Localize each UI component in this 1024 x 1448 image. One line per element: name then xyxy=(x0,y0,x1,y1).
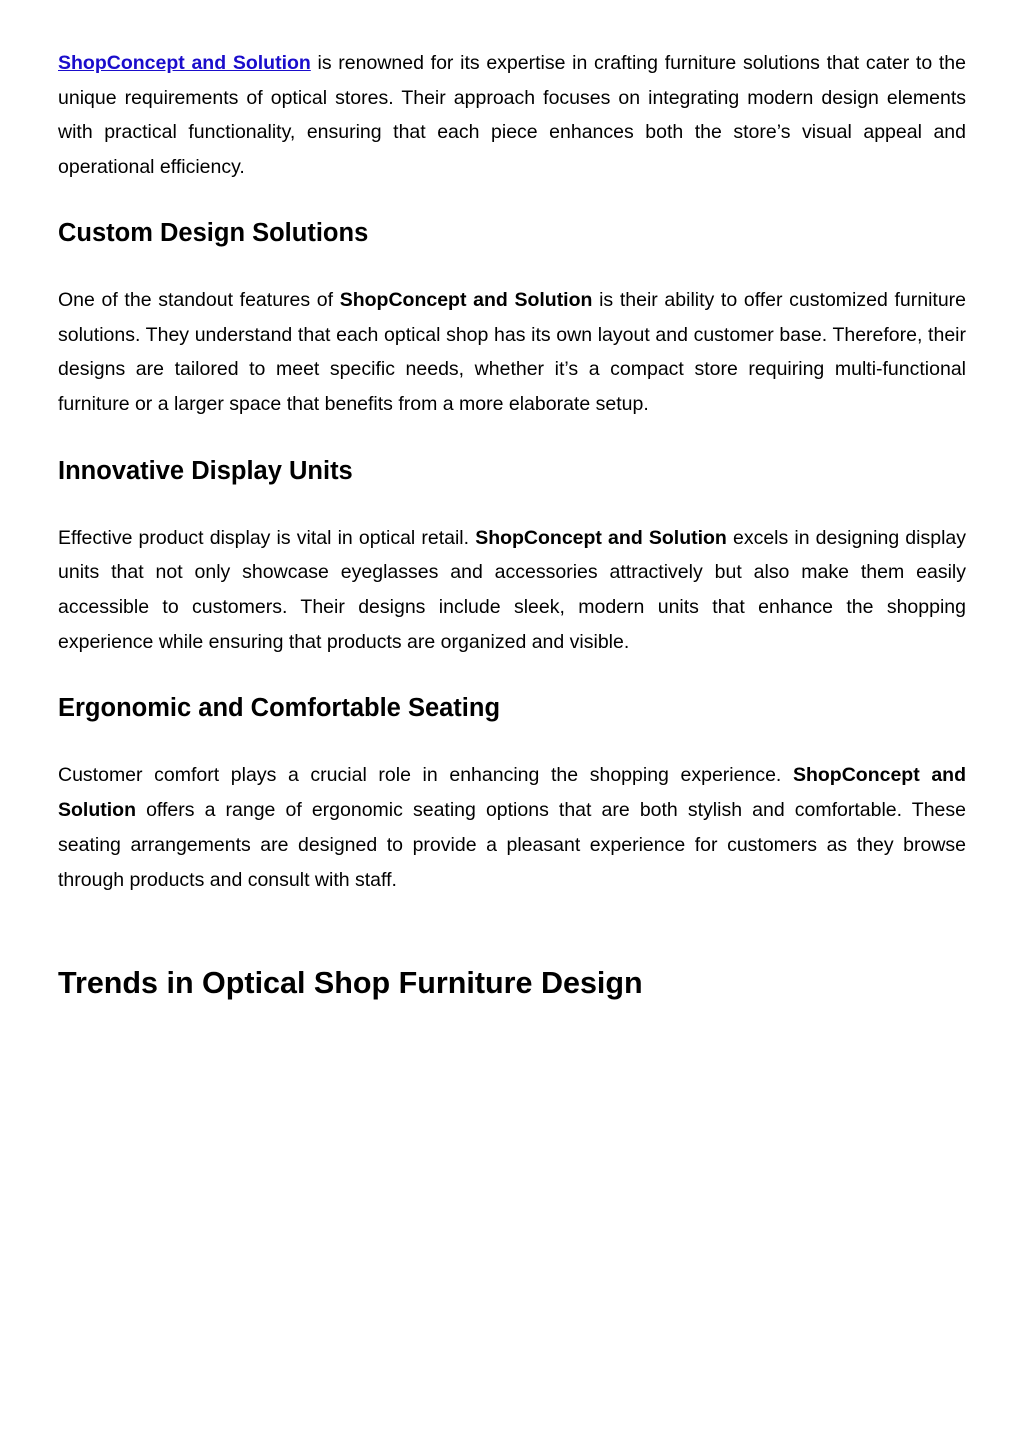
section-paragraph-custom-design xyxy=(58,283,966,422)
section-heading-seating: Ergonomic and Comfortable Seating xyxy=(58,694,501,723)
paragraph-text: excels in designing display units that not only showcase eyeglasses and accessories attractively but also make them easily accessible to customers. Their designs include sleek, modern units that enhance the shopping experience while ensuring that products are organized and visible. xyxy=(58,526,966,653)
intro-paragraph xyxy=(58,46,966,185)
brand-link[interactable]: ShopConcept and Solution xyxy=(58,52,311,74)
section-paragraph-display-units xyxy=(58,521,966,660)
next-section-heading: Trends in Optical Shop Furniture Design xyxy=(58,966,643,1001)
paragraph-text: Effective product display is vital in optical retail. xyxy=(58,526,476,549)
paragraph-text: is their ability to offer customized furniture solutions. They understand that each optical shop has its own layout and customer base. Therefore, their designs are tailored to meet specific needs, whether it’s a compact store requiring multi-functional furniture or a larger space that benefits from a more elaborate setup. xyxy=(58,288,966,415)
section-heading-display-units: Innovative Display Units xyxy=(58,456,353,485)
paragraph-text: Customer comfort plays a crucial role in enhancing the shopping experience. xyxy=(58,764,793,787)
section-paragraph-seating xyxy=(58,758,966,897)
brand-name-bold: ShopConcept and Solution xyxy=(475,526,727,549)
paragraph-text: One of the standout features of xyxy=(58,288,340,311)
intro-text: is renowned for its expertise in crafting furniture solutions that cater to the unique requirements of optical stores. Their approach focuses on integrating modern design elements with practical functionality, ensuring that each piece enhances both the store’s visual appeal and operational efficiency. xyxy=(58,52,966,179)
brand-name-bold: ShopConcept and Solution xyxy=(58,764,967,822)
brand-name-bold: ShopConcept and Solution xyxy=(339,288,593,311)
section-heading-custom-design: Custom Design Solutions xyxy=(58,218,369,247)
paragraph-text: offers a range of ergonomic seating options that are both stylish and comfortable. These seating arrangements are designed to provide a pleasant experience for customers as they browse through products and consult with staff. xyxy=(58,799,966,891)
document-page xyxy=(58,46,966,1003)
